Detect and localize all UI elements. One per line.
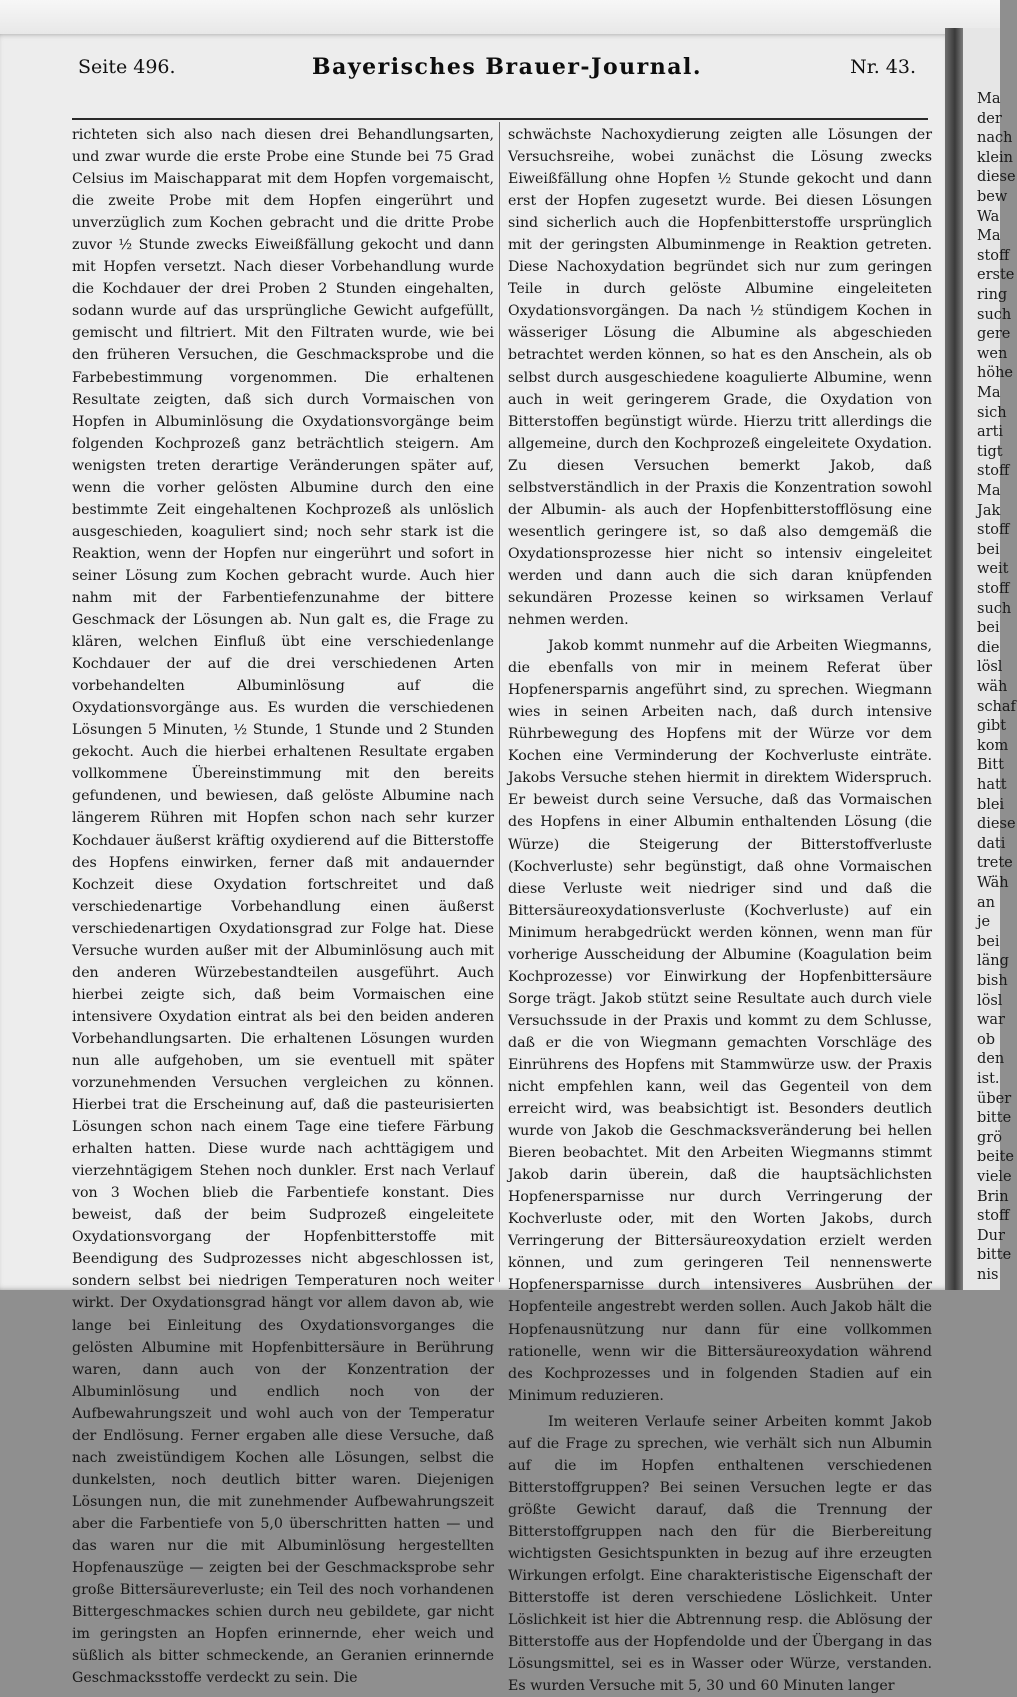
next-page-fragment: beite xyxy=(977,1149,1014,1166)
next-page-fragment: nach xyxy=(977,130,1013,147)
next-page-fragment: arti xyxy=(977,424,1004,441)
next-page-fragment: kom xyxy=(977,737,1009,754)
next-page-fragment: lösl xyxy=(977,659,1003,676)
next-page-fragment: lösl xyxy=(977,992,1003,1009)
journal-title: Bayerisches Brauer-Journal. xyxy=(312,54,702,80)
next-page-fragment: Dur xyxy=(977,1227,1005,1244)
next-page-fragment: schaf xyxy=(977,698,1016,715)
next-page-fragment: gere xyxy=(977,326,1011,343)
next-page-fragment: Jak xyxy=(977,502,1001,519)
next-page-fragment: diese xyxy=(977,169,1016,186)
next-page-fragment: den xyxy=(977,1051,1005,1068)
next-page-fragment: über xyxy=(977,1090,1012,1107)
next-page-fragment: viele xyxy=(977,1169,1012,1185)
next-page-fragment: an xyxy=(977,894,995,911)
next-page-fragment: erste xyxy=(977,267,1015,284)
next-page-fragment: stoff xyxy=(977,522,1010,539)
next-page-fragment: ob xyxy=(977,1031,996,1048)
next-page-fragment: stoff xyxy=(977,581,1010,597)
next-page-fragment: sich xyxy=(977,404,1007,421)
next-page-fragment: tigt xyxy=(977,443,1003,460)
next-page-fragment: ist. xyxy=(977,1071,1000,1087)
next-page-fragment: Wa xyxy=(977,208,1000,225)
next-page-fragment: Bitt xyxy=(977,757,1004,774)
right-paragraph-2: Jakob kommt nunmehr auf die Arbeiten Wiegmanns, die ebenfalls von mir in meinem Referat über Hopfenersparnis angeführt sind, zu sprechen. Wiegmann wies in seinen Arbeiten nach, daß durch intensive Rührbewegung des Hopfens mit der Würze vor dem Kochen eine Verminderung der Kochverluste einträte. Jakobs Versuche stehen hiermit in direktem Widerspruch. Er beweist durch seine Versuche, daß das Vormaischen des Hopfens in einer Albumin enthaltenden Lösung (die Würze) die Steigerung der Bitterstoffverluste (Kochverluste) sehr begünstigt, daß ohne Vormaischen diese Verluste weit niedriger sind und daß die Bittersäureoxydationsverluste (Kochverluste) auf ein Minimum herabgedrückt werden können, wenn man für vorherige Ausscheidung der Albumine (Koagulation beim Kochprozesse) vor Einwirkung der Hopfenbittersäure Sorge trägt. Jakob stützt seine Resultate auch durch viele Versuchssude in der Praxis und kommt zu dem Schlusse, daß er die von Wiegmann gemachten Vorschläge des Einrührens des Hopfens mit Stammwürze usw. der Praxis nicht empfehlen kann, weil das Gegenteil von dem erreicht wird, was beabsichtigt ist. Besonders deutlich wurde von Jakob die Geschmacksveränderung bei hellen Bieren beobachtet. Mit den Arbeiten Wiegmanns stimmt Jakob darin überein, daß die hauptsächlichsten Hopfenersparnisse nur durch Verringerung der Kochverluste oder, mit den Worten Jakobs, durch Verringerung der Bittersäureoxydation erzielt werden können, und zum geringeren Teil nennenswerte Hopfenersparnisse durch intensiveres Ausbrühen der Hopfenteile angestrebt werden sollen. Auch Jakob hält die Hopfenausnützung nur dann für eine vollkommen rationelle, wenn wir die Bittersäureoxydation während des Kochprozesses und in folgenden Stadien auf ein Minimum reduzieren. xyxy=(508,638,932,1404)
next-page-fragment: bitte xyxy=(977,1247,1012,1264)
next-page-fragment: trete xyxy=(977,855,1013,872)
next-page-fragment: grö xyxy=(977,1129,1002,1146)
next-page-fragment: nis xyxy=(977,1267,999,1283)
next-page-fragment: Brin xyxy=(977,1188,1009,1205)
next-page-fragment: bish xyxy=(977,973,1008,989)
next-page-fragment: blei xyxy=(977,796,1005,813)
right-paragraph-1: schwächste Nachoxydierung zeigten alle Lösungen der Versuchsreihe, wobei zunächst die Lösung zwecks Eiweißfällung ohne Hopfen ½ Stunde gekocht und dann erst der Hopfen zugesetzt wurde. Bei diesen Lösungen sind sicherlich auch die Hopfenbitterstoffe ursprünglich mit der geringsten Albuminmenge in Reaktion getreten. Diese Nachoxydation begründet sich nur zum geringen Teile in durch gelöste Albumine eingeleiteten Oxydationsvorgängen. Da nach ½ stündigem Kochen in wässeriger Lösung die Albumine als abgeschieden betrachtet werden können, so hat es den Anschein, als ob selbst durch ausgeschiedene koagulierte Albumine, wenn auch in weit geringerem Grade, die Oxydation von Bitterstoffen begünstigt würde. Hierzu tritt allerdings die allgemeine, durch den Kochprozeß eingeleitete Oxydation. Zu diesen Versuchen bemerkt Jakob, daß selbstverständlich in der Praxis die Konzentration sowohl der Albumin- als auch der Hopfenbitterstofflösung eine wesentlich geringere ist, so daß also demgemäß die Oxydationsprozesse hier nicht so intensiv eingeleitet werden und dann auch die sich daran knüpfenden sekundären Prozesse keinen so wirksamen Verlauf nehmen werden. xyxy=(508,127,932,629)
left-paragraph-1: richteten sich also nach diesen drei Behandlungsarten, und zwar wurde die erste Probe eine Stunde bei 75 Grad Celsius im Maischapparat mit dem Hopfen vorgemaischt, die zweite Probe mit dem Hopfen eingerührt und unverzüglich zum Kochen gebracht und die dritte Probe zuvor ½ Stunde zwecks Eiweißfällung gekocht und dann mit Hopfen versetzt. Nach dieser Vorbehandlung wurde die Kochdauer der drei Proben 2 Stunden eingehalten, sodann wurde auf das ursprüngliche Gewicht aufgefüllt, gemischt und filtriert. Mit den Filtraten wurde, wie bei den früheren Versuchen, die Geschmacksprobe und die Farbebestimmung vorgenommen. Die erhaltenen Resultate zeigten, daß sich durch Vormaischen von Hopfen in Albuminlösung die Oxydationsvorgänge beim folgenden Kochprozeß ganz beträchtlich steigern. Am wenigsten treten derartige Veränderungen später auf, wenn die vorher gelösten Albumine durch den eine bestimmte Zeit eingehaltenen Kochprozeß als unlöslich ausgeschieden, koaguliert sind; noch sehr stark ist die Reaktion, wenn der Hopfen nur eingerührt und sofort in seiner Lösung zum Kochen gebracht wurde. Auch hier nahm mit der Farbentiefenzunahme der bittere Geschmack der Lösungen ab. Nun galt es, die Frage zu klären, welchen Einfluß übt eine verschiedenlange Kochdauer der auf die drei verschiedenen Arten vorbehandelten Albuminlösung auf die Oxydationsvorgänge aus. Es wurden die verschiedenen Lösungen 5 Minuten, ½ Stunde, 1 Stunde und 2 Stunden gekocht. Auch die hierbei erhaltenen Resultate ergaben vollkommene Übereinstimmung mit den bereits gefundenen, und bewiesen, daß gelöste Albumine nach längerem Rühren mit Hopfen schon nach sehr kurzer Kochdauer äußerst kräftig oxydierend auf die Bitterstoffe des Hopfens einwirken, ferner daß mit andauernder Kochzeit diese Oxydation fortschreitet und daß verschiedenartige Vorbehandlung einen äußerst verschiedenartigen Oxydationsgrad zur Folge hat. Diese Versuche wurden außer mit der Albuminlösung auch mit den anderen Würzebestandteilen ausgeführt. Auch hierbei zeigte sich, daß beim Vormaischen eine intensivere Oxydation eintrat als bei den beiden anderen Vorbehandlungsarten. Die erhaltenen Lösungen wurden nun alle aufgehoben, um sie eventuell mit später vorzunehmenden Versuchen vergleichen zu können. Hierbei trat die Erscheinung auf, daß die pasteurisierten Lösungen schon nach einem Tage eine tiefere Färbung erhalten hatten. Diese wurde nach achttägigem und vierzehntägigem Stehen noch dunkler. Erst nach Verlauf von 3 Wochen blieb die Farbentiefe konstant. Dies beweist, daß der beim Sudprozeß eingeleitete Oxydationsvorgang der Hopfenbitterstoffe mit Beendigung des Sudprozesses nicht abgeschlossen ist, sondern selbst bei niedrigen Temperaturen noch weiter wirkt. Der Oxydationsgrad hängt vor allem davon ab, wie lange bei Einleitung des Oxydationsvorganges die gelösten Albumine mit Hopfenbittersäure in Berührung waren, dann auch von der Konzentration der Albuminlösung und endlich noch von der Aufbewahrungszeit und wohl auch von der Temperatur der Endlösung. Ferner ergaben alle diese Versuche, daß nach zweistündigem Kochen alle Lösungen, selbst die dunkelsten, noch deutlich bitter waren. Diejenigen Lösungen nun, die mit zunehmender Aufbewahrungszeit aber die Farbentiefe von 5,0 überschritten hatten — und das waren nur die mit Albuminlösung hergestellten Hopfenauszüge — zeigten bei der Geschmacksprobe sehr große Bittersäureverluste; ein Teil des noch vorhandenen Bittergeschmackes schien durch neu gebildete, gar nicht im geringsten an Hopfen erinnernde, eher weich und süßlich als bitter schmeckende, an Geranien erinnernde Geschmacksstoffe verdeckt zu sein. Die xyxy=(72,127,494,1687)
next-page-fragment: Ma xyxy=(977,228,1001,245)
next-page-fragment: läng xyxy=(977,953,1009,970)
next-page-fragment: Ma xyxy=(977,483,1001,499)
next-page-fragment: Wäh xyxy=(977,875,1009,891)
next-page-fragment: Ma xyxy=(977,385,1001,401)
next-page-fragment: weit xyxy=(977,561,1009,578)
right-paragraph-3: Im weiteren Verlaufe seiner Arbeiten kommt Jakob auf die Frage zu sprechen, wie verhält sich nun Albumin auf die im Hopfen enthaltenen verschiedenen Bitterstoffgruppen? Bei seinen Versuchen legte er das größte Gewicht darauf, daß die Trennung der Bitterstoffgruppen nach den für die Bierbereitung wichtigsten Gesichtspunkten in bezug auf ihre erzeugten Wirkungen erfolgt. Eine charakteristische Eigenschaft der Bitterstoffe ist deren verschiedene Löslichkeit. Unter Löslichkeit ist hier die Abtrennung resp. die Ablösung der Bitterstoffe aus der Hopfendolde und der Übergang in das Lösungsmittel, sei es in Wasser oder Würze, verstanden. Es wurden Versuche mit 5, 30 und 60 Minuten langer xyxy=(508,1413,932,1695)
next-page-edge xyxy=(963,28,1016,1290)
page-header xyxy=(78,54,936,88)
next-page-fragment: dati xyxy=(977,835,1006,852)
column-divider xyxy=(499,122,500,1282)
next-page-fragment: gibt xyxy=(977,718,1007,735)
next-page-fragment: wäh xyxy=(977,679,1008,695)
issue-number: Nr. 43. xyxy=(850,56,916,78)
next-page-fragment: stoff xyxy=(977,1208,1010,1225)
next-page-fragment: Ma xyxy=(977,91,1001,107)
next-page-fragment: wen xyxy=(977,345,1008,362)
next-page-fragment: bew xyxy=(977,189,1008,205)
next-page-fragment: je xyxy=(977,914,991,931)
next-page-fragment: stoff xyxy=(977,247,1010,264)
next-page-fragment: bitte xyxy=(977,1110,1012,1127)
next-page-fragment: bei xyxy=(977,541,1000,558)
next-page-fragment: diese xyxy=(977,816,1016,833)
next-page-fragment: bei xyxy=(977,933,1000,950)
book-gutter xyxy=(945,28,963,1290)
next-page-fragment: such xyxy=(977,600,1012,617)
next-page-fragment: such xyxy=(977,306,1012,323)
next-page-fragment: der xyxy=(977,110,1002,127)
next-page-fragment: bei xyxy=(977,620,1000,637)
next-page-fragment: die xyxy=(977,639,1000,656)
next-page-fragment: ring xyxy=(977,287,1008,303)
next-page-fragment: stoff xyxy=(977,463,1010,480)
scan-border-top xyxy=(0,0,1000,34)
left-column xyxy=(72,124,494,1689)
page-number: Seite 496. xyxy=(78,56,176,78)
next-page-fragment: höhe xyxy=(977,365,1013,382)
header-rule xyxy=(72,118,928,120)
next-page-fragment: klein xyxy=(977,149,1013,166)
next-page-fragment: hatt xyxy=(977,777,1007,793)
right-column xyxy=(508,124,932,1697)
next-page-fragment: war xyxy=(977,1012,1005,1029)
